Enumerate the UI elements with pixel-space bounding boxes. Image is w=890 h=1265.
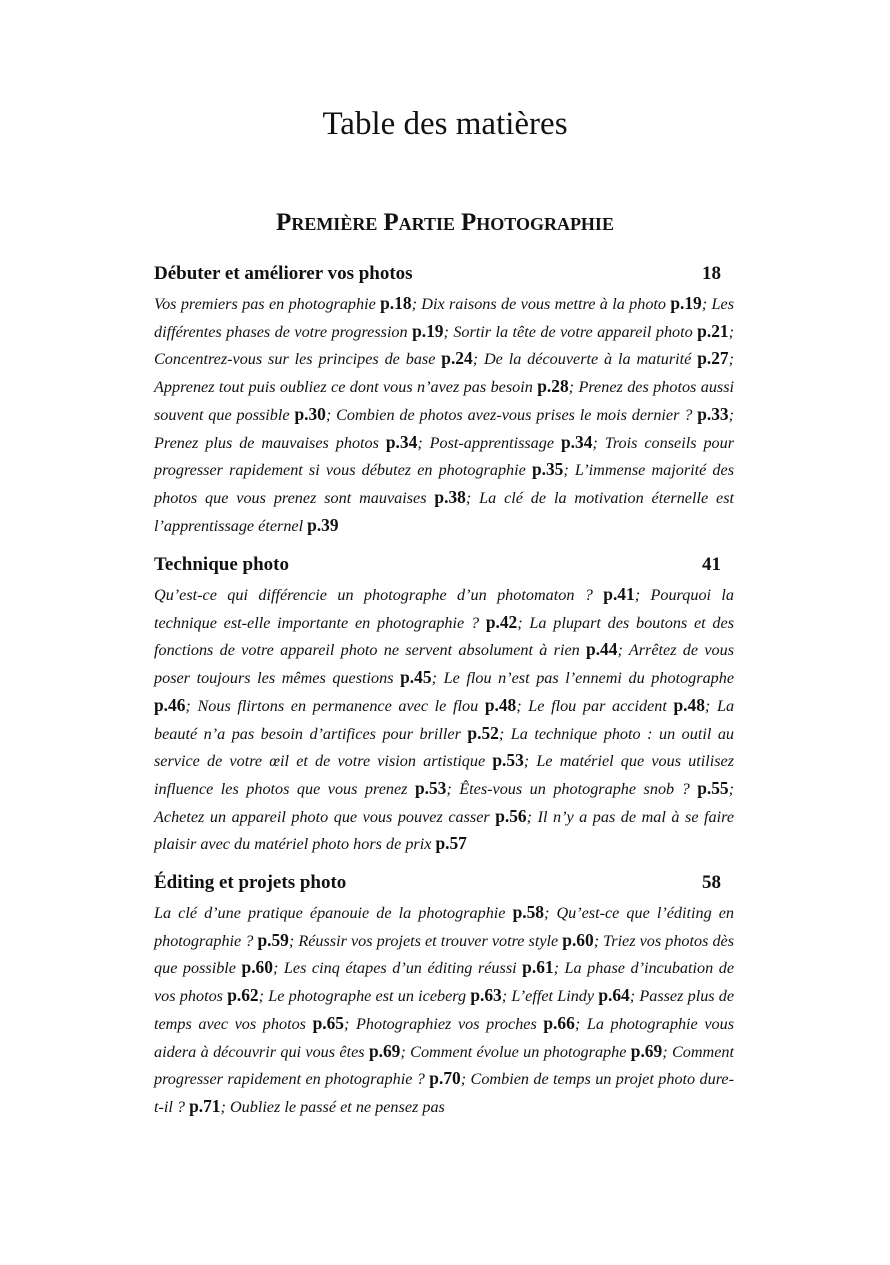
- part-heading-word: Partie: [383, 209, 455, 236]
- part-heading-word: Photographie: [460, 209, 614, 236]
- entry-separator: ;: [593, 931, 600, 950]
- chapter-entries: [154, 290, 734, 539]
- toc-entry-text: Le photographe est un iceberg: [268, 987, 467, 1006]
- entry-separator: ;: [465, 488, 472, 507]
- toc-entry-text: Photographiez vos proches: [356, 1014, 537, 1033]
- entry-separator: ;: [411, 295, 417, 313]
- toc-entry-page: p.45: [400, 667, 432, 688]
- entry-separator: ;: [728, 779, 735, 798]
- toc-entry-text: Dix raisons de vous mettre à la photo: [421, 295, 666, 313]
- toc-entry-text: Trois conseils pour progresser rapidement si vous débutez en photographie: [154, 433, 735, 480]
- toc-entry-page: p.55: [697, 777, 729, 798]
- entry-separator: ;: [728, 350, 735, 369]
- toc-entry-page: p.38: [434, 486, 466, 507]
- toc-entry-page: p.63: [470, 985, 502, 1006]
- toc-entry-text: Prenez des photos aussi souvent que possible: [154, 378, 735, 424]
- toc-entry-page: p.30: [294, 403, 326, 424]
- toc-entry-page: p.58: [512, 902, 544, 922]
- toc-entry-page: p.61: [522, 957, 554, 978]
- entry-separator: ;: [563, 461, 569, 480]
- toc-entry-text: Sortir la tête de votre appareil photo: [453, 322, 693, 341]
- entry-separator: ;: [701, 295, 708, 313]
- toc-entry-text: De la découverte à la maturité: [483, 350, 692, 369]
- toc-entry-page: p.35: [531, 459, 564, 480]
- chapter-entries: [154, 899, 734, 1121]
- page-title: Table des matières: [322, 106, 568, 142]
- toc-entry-text: La phase d’incubation de vos photos: [154, 959, 735, 1006]
- entry-separator: ;: [728, 322, 734, 341]
- toc-entry-text: Comment progresser rapidement en photographie ?: [154, 1042, 734, 1089]
- entry-separator: ;: [523, 752, 530, 771]
- toc-entry-page: p.48: [673, 694, 705, 715]
- entry-separator: ;: [662, 1042, 668, 1061]
- entry-separator: ;: [543, 904, 550, 922]
- toc-entry-page: p.69: [368, 1040, 401, 1061]
- toc-entry-text: Arrêtez de vous poser toujours les mêmes questions: [154, 641, 735, 688]
- toc-entry-page: p.53: [414, 777, 447, 798]
- chapter-title: Technique photo: [154, 554, 289, 575]
- chapter-page-number: 41: [702, 554, 721, 575]
- toc-entry-page: p.28: [537, 376, 569, 397]
- toc-entry-text: L’effet Lindy: [511, 987, 595, 1006]
- entry-separator: ;: [728, 405, 735, 424]
- toc-entry-page: p.34: [560, 431, 593, 452]
- toc-entry-page: p.24: [441, 348, 473, 369]
- toc-entry-text: La plupart des boutons et des fonctions de votre appareil photo ne servent absolument à rien: [154, 613, 734, 660]
- chapter-heading: [154, 258, 734, 290]
- chapter-title: Débuter et améliorer vos photos: [154, 263, 413, 284]
- toc-entry-page: p.71: [189, 1095, 221, 1116]
- toc-entry-page: p.21: [697, 320, 729, 341]
- entry-separator: ;: [258, 987, 264, 1006]
- chapter-title: Éditing et projets photo: [154, 872, 347, 893]
- chapter-section: [154, 549, 734, 858]
- entry-separator: ;: [460, 1070, 467, 1089]
- toc-entry-page: p.52: [467, 722, 499, 743]
- toc-entry-text: Oubliez le passé et ne pensez pas: [229, 1097, 445, 1116]
- chapter-section: [154, 867, 734, 1121]
- entry-separator: ;: [629, 987, 636, 1006]
- toc-entry-page: p.57: [435, 833, 467, 854]
- entry-separator: ;: [431, 669, 437, 688]
- entry-separator: ;: [617, 641, 623, 660]
- toc-entry-page: p.70: [429, 1068, 461, 1089]
- chapter-heading: [154, 867, 734, 899]
- entry-separator: ;: [417, 433, 423, 452]
- toc-entry-page: p.64: [598, 985, 630, 1006]
- toc-entry-text: La clé d’une pratique épanouie de la photographie: [154, 904, 506, 922]
- toc-entry-page: p.60: [241, 957, 273, 978]
- entry-separator: ;: [704, 696, 711, 715]
- entry-separator: ;: [472, 350, 479, 369]
- toc-entry-text: Le flou par accident: [528, 696, 667, 715]
- toc-entry-text: Concentrez-vous sur les principes de base: [154, 350, 436, 369]
- toc-entry-page: p.44: [586, 639, 618, 660]
- entry-separator: ;: [400, 1042, 406, 1061]
- toc-entry-page: p.46: [154, 694, 186, 715]
- chapter-heading: [154, 549, 734, 581]
- toc-entry-text: La beauté n’a pas besoin d’artifices pour briller: [154, 696, 735, 743]
- toc-entry-text: Les différentes phases de votre progression: [154, 295, 734, 341]
- entry-separator: ;: [574, 1014, 581, 1033]
- entry-separator: ;: [568, 378, 575, 397]
- entry-separator: ;: [501, 987, 508, 1006]
- toc-entry-text: La technique photo : un outil au service de votre œil et de votre vision artistique: [154, 724, 735, 771]
- chapter-page-number: 18: [702, 263, 721, 284]
- toc-entry-text: Il n’y a pas de mal à se faire plaisir avec du matériel photo hors de prix: [154, 807, 735, 854]
- toc-entry-text: Triez vos photos dès que possible: [154, 931, 735, 978]
- entry-separator: ;: [272, 959, 279, 978]
- toc-entry-page: p.56: [495, 805, 527, 826]
- toc-entry-text: Le matériel que vous utilisez influence les photos que vous prenez: [154, 752, 735, 798]
- toc-entry-page: p.48: [484, 694, 517, 715]
- entry-separator: ;: [185, 696, 191, 715]
- toc-entry-page: p.59: [257, 929, 289, 950]
- toc-entry-page: p.19: [412, 320, 444, 341]
- entry-separator: ;: [443, 322, 449, 341]
- entry-separator: ;: [288, 931, 295, 950]
- toc-entry-page: p.18: [380, 293, 412, 313]
- toc-entry-text: Prenez plus de mauvaises photos: [154, 433, 379, 452]
- toc-entry-text: Pourquoi la technique est-elle importante en photographie ?: [154, 586, 735, 632]
- entry-separator: ;: [517, 613, 523, 632]
- toc-entry-text: Comment évolue un photographe: [410, 1042, 627, 1061]
- toc-entry-page: p.65: [312, 1012, 345, 1033]
- toc-entry-text: Nous flirtons en permanence avec le flou: [197, 696, 479, 715]
- chapter-page-number: 58: [702, 872, 721, 893]
- toc-entry-text: La photographie vous aidera à découvrir qui vous êtes: [154, 1014, 735, 1061]
- toc-entry-text: Apprenez tout puis oubliez ce dont vous n’avez pas besoin: [154, 378, 533, 397]
- entry-separator: ;: [526, 807, 533, 826]
- toc-entry-page: p.53: [492, 750, 524, 771]
- toc-entry-text: Les cinq étapes d’un éditing réussi: [283, 959, 517, 978]
- toc-entry-page: p.39: [307, 514, 339, 535]
- toc-entry-page: p.34: [385, 431, 418, 452]
- toc-entry-text: Réussir vos projets et trouver votre style: [298, 931, 559, 950]
- entry-separator: ;: [446, 779, 452, 798]
- entry-separator: ;: [634, 586, 641, 604]
- toc-entry-page: p.19: [670, 293, 702, 313]
- entry-separator: ;: [592, 433, 598, 452]
- toc-entry-page: p.66: [543, 1012, 575, 1033]
- toc-entry-page: p.41: [603, 584, 635, 604]
- toc-entry-text: Combien de photos avez-vous prises le mois dernier ?: [336, 405, 693, 424]
- entry-separator: ;: [553, 959, 559, 978]
- entry-separator: ;: [498, 724, 505, 743]
- toc-entry-text: Qu’est-ce que l’éditing en photographie ?: [154, 904, 735, 950]
- toc-entry-page: p.62: [227, 985, 259, 1006]
- chapter-section: [154, 258, 734, 539]
- toc-entry-page: p.27: [697, 348, 729, 369]
- toc-entry-text: Êtes-vous un photographe snob ?: [459, 779, 690, 798]
- toc-entry-text: L’immense majorité des photos que vous prenez sont mauvaises: [154, 461, 734, 507]
- part-heading-word: Première: [276, 209, 378, 236]
- entry-separator: ;: [220, 1097, 226, 1116]
- chapter-entries: [154, 581, 734, 858]
- entry-separator: ;: [325, 405, 332, 424]
- toc-entry-text: Post-apprentissage: [429, 433, 555, 452]
- toc-entry-text: Combien de temps un projet photo dure-t-il ?: [154, 1070, 735, 1116]
- toc-entry-page: p.60: [562, 929, 594, 950]
- toc-entry-page: p.33: [697, 403, 729, 424]
- toc-entry-text: Qu’est-ce qui différencie un photographe d’un photomaton ?: [154, 586, 593, 604]
- toc-entry-page: p.42: [485, 611, 518, 632]
- toc-entry-text: La clé de la motivation éternelle est l’apprentissage éternel: [154, 488, 735, 535]
- toc-entry-text: Vos premiers pas en photographie: [154, 295, 376, 313]
- part-heading: [0, 203, 890, 243]
- toc-entry-text: Achetez un appareil photo que vous pouvez casser: [154, 807, 490, 826]
- toc-entry-text: Passez plus de temps avec vos photos: [154, 987, 735, 1033]
- toc-entry-text: Le flou n’est pas l’ennemi du photographe: [443, 669, 735, 688]
- entry-separator: ;: [516, 696, 522, 715]
- entry-separator: ;: [344, 1014, 350, 1033]
- toc-entry-page: p.69: [630, 1040, 663, 1061]
